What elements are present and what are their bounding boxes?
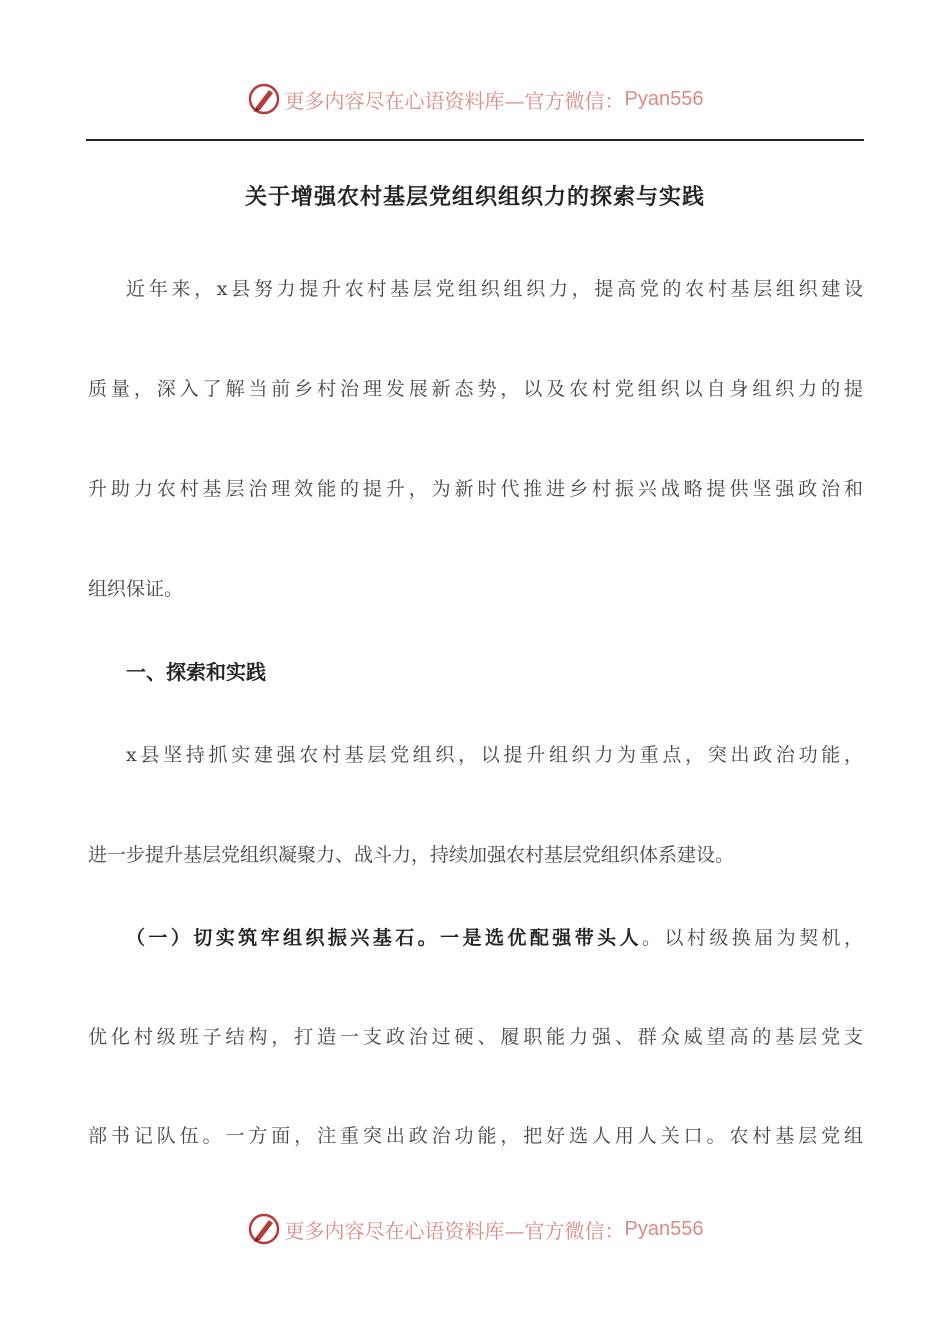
paragraph-line: 进一步提升基层党组织凝聚力、战斗力，持续加强农村基层党组织体系建设。 (88, 844, 735, 866)
paragraph-line-mixed (126, 923, 863, 950)
paragraph-line: x县坚持抓实建强农村基层党组织，以提升组织力为重点，突出政治功能， (126, 744, 863, 766)
banner-text: 更多内容尽在心语资料库—官方微信： (284, 88, 625, 113)
pen-logo-icon (247, 82, 281, 116)
subheading-bold: （一）切实筑牢组织振兴基石。一是选优配强带头人 (126, 927, 643, 949)
document-title: 关于增强农村基层党组织组织力的探索与实践 (244, 184, 705, 210)
paragraph-line: 质量，深入了解当前乡村治理发展新态势，以及农村党组织以自身组织力的提 (88, 378, 863, 400)
section-heading: 一、探索和实践 (126, 660, 266, 684)
paragraph-line: 组织保证。 (88, 578, 184, 600)
footer-banner (0, 1212, 950, 1246)
header-divider (86, 139, 864, 141)
banner-account: Pyan556 (624, 87, 704, 110)
paragraph-line: 部书记队伍。一方面，注重突出政治功能，把好选人用人关口。农村基层党组 (88, 1125, 863, 1147)
pen-logo-icon (247, 1212, 281, 1246)
banner-text: 更多内容尽在心语资料库—官方微信： (284, 1218, 625, 1243)
banner-account: Pyan556 (624, 1217, 704, 1240)
paragraph-line: 近年来，x县努力提升农村基层党组织组织力，提高党的农村基层组织建设 (126, 278, 863, 300)
paragraph-line: 优化村级班子结构，打造一支政治过硬、履职能力强、群众威望高的基层党支 (88, 1026, 863, 1048)
header-banner (0, 82, 950, 116)
subheading-rest: 。以村级换届为契机， (642, 927, 863, 949)
paragraph-line: 升助力农村基层治理效能的提升，为新时代推进乡村振兴战略提供坚强政治和 (88, 478, 863, 500)
